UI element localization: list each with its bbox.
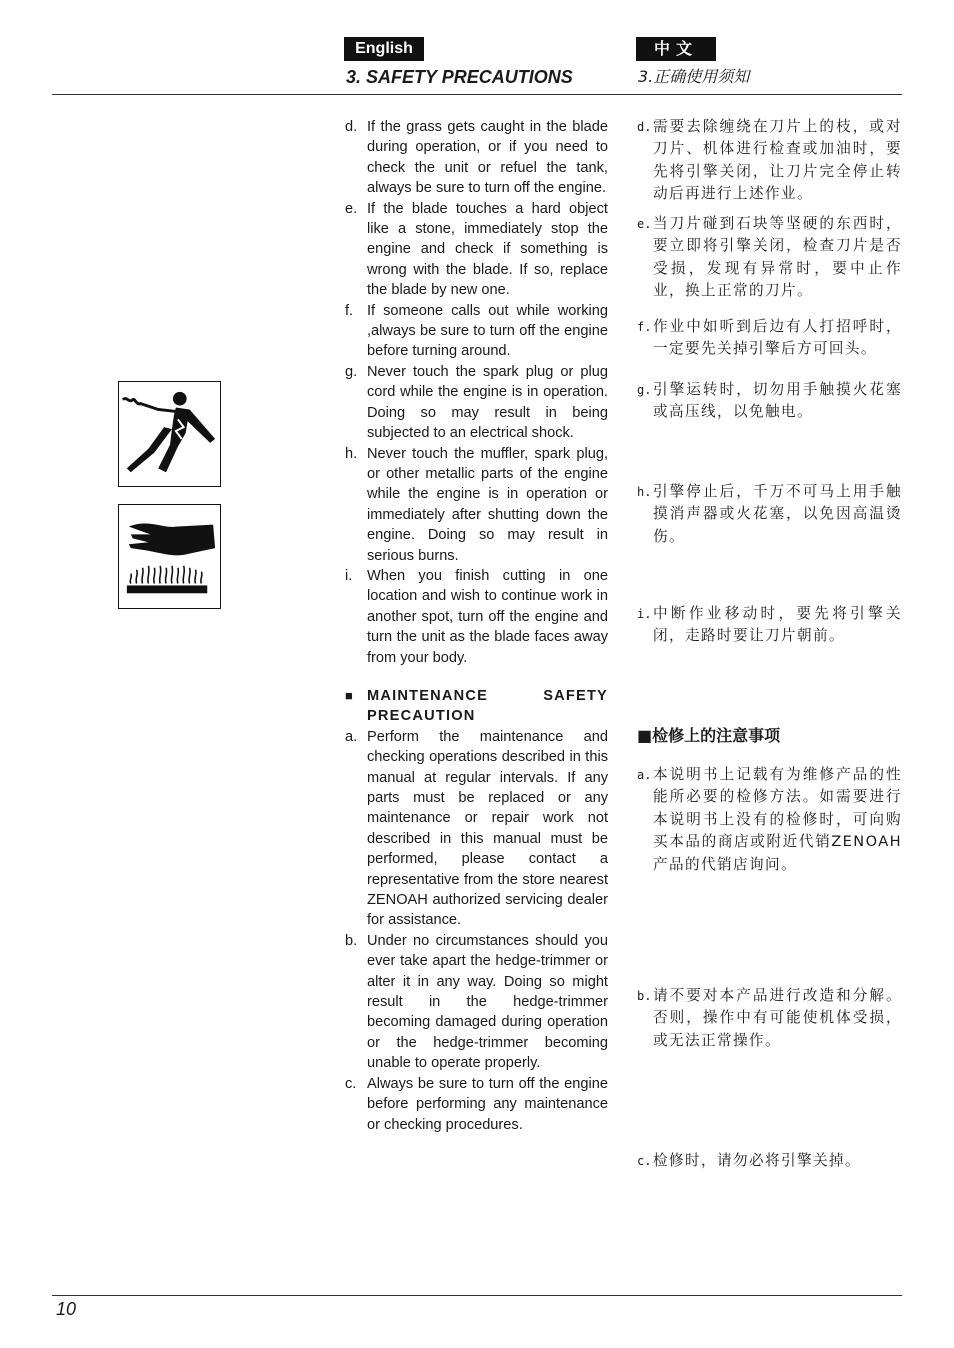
- item-text: Perform the maintenance and checking operations described in this manual at regular intervals. If any parts must be replaced or any maintenance or repair work not described in this manual must be performed, please contact a representative from the store nearest ZENOAH authorized servicing dealer for assistance.: [367, 728, 608, 929]
- item-text: 中断作业移动时，要先将引擎关闭，走路时要让刀片朝前。: [653, 605, 902, 645]
- item-label: h.: [637, 485, 652, 499]
- item-label: f.: [345, 302, 354, 319]
- item-text: Never touch the muffler, spark plug, or other metallic parts of the engine while the engine is in operation or immediately after shutting down the engine. Doing so may result in serious burns.: [367, 445, 608, 564]
- section-title-english: 3. SAFETY PRECAUTIONS: [346, 67, 573, 87]
- language-tag-chinese: 中文: [636, 37, 716, 61]
- item-text: 本说明书上记载有为维修产品的性能所必要的检修方法。如需要进行本说明书上没有的检修时，可向购买本品的商店或附近代销ZENOAH产品的代销店询问。: [653, 766, 902, 873]
- item-text: 作业中如听到后边有人打招呼时，一定要先关掉引擎后方可回头。: [653, 318, 902, 358]
- item-text: 引擎运转时，切勿用手触摸火花塞或高压线，以免触电。: [653, 381, 902, 421]
- list-item: [345, 1074, 608, 1135]
- item-label: b.: [345, 932, 358, 949]
- hot-surface-warning-icon: [118, 504, 221, 609]
- item-label: e.: [345, 200, 358, 217]
- list-item: [345, 199, 608, 301]
- chinese-item-d: [637, 116, 902, 206]
- heading-text: MAINTENANCE SAFETY PRECAUTION: [367, 687, 608, 725]
- item-text: If someone calls out while working ,always be sure to turn off the engine before turning around.: [367, 302, 608, 360]
- item-text: Never touch the spark plug or plug cord while the engine is in operation. Doing so may result in being subjected to an electrical shock.: [367, 363, 608, 442]
- list-item: [345, 362, 608, 444]
- item-label: h.: [345, 445, 358, 462]
- item-label: e.: [637, 217, 652, 231]
- item-text: If the blade touches a hard object like a stone, immediately stop the engine and check if something is wrong with the blade. If so, replace the blade by new one.: [367, 200, 608, 299]
- header-rule: [52, 94, 902, 95]
- item-label: g.: [345, 363, 358, 380]
- list-item: [345, 566, 608, 668]
- chinese-maintenance-heading: ■检修上的注意事项: [637, 726, 781, 745]
- list-item: [345, 301, 608, 362]
- item-text: 引擎停止后，千万不可马上用手触摸消声器或火花塞，以免因高温烫伤。: [653, 483, 902, 545]
- item-text: Always be sure to turn off the engine before performing any maintenance or checking procedures.: [367, 1075, 608, 1133]
- square-bullet-icon: ■: [345, 687, 355, 703]
- item-text: When you finish cutting in one location and wish to continue work in another spot, turn off the engine and turn the unit as the blade faces away from your body.: [367, 567, 608, 666]
- chinese-item-i: [637, 603, 902, 648]
- english-column: [345, 117, 608, 1135]
- page-number: 10: [56, 1299, 77, 1319]
- item-label: i.: [637, 607, 652, 621]
- list-item: [345, 931, 608, 1074]
- item-label: c.: [637, 1154, 652, 1168]
- item-label: a.: [637, 768, 652, 782]
- item-label: d.: [345, 119, 358, 135]
- item-label: a.: [345, 728, 358, 745]
- section-title-chinese: 3.正确使用须知: [638, 67, 750, 86]
- footer-rule: [52, 1295, 902, 1296]
- chinese-maint-item-c: [637, 1150, 902, 1172]
- chinese-item-h: [637, 481, 902, 548]
- item-label: i.: [345, 567, 353, 584]
- list-item: [345, 117, 608, 199]
- chinese-maint-item-b: [637, 985, 902, 1052]
- chinese-item-g: [637, 379, 902, 424]
- chinese-item-e: [637, 213, 902, 303]
- item-label: c.: [345, 1075, 357, 1092]
- item-label: f.: [637, 320, 652, 334]
- item-label: b.: [637, 989, 652, 1003]
- list-item: [345, 444, 608, 566]
- item-label: d.: [637, 120, 652, 134]
- item-text: 检修时，请勿必将引擎关掉。: [653, 1152, 861, 1169]
- item-text: 请不要对本产品进行改造和分解。否则，操作中有可能使机体受损，或无法正常操作。: [653, 987, 902, 1049]
- item-text: 需要去除缠绕在刀片上的枝，或对刀片、机体进行检查或加油时，要先将引擎关闭，让刀片完全停止转动后再进行上述作业。: [653, 118, 902, 203]
- language-tag-english: English: [344, 37, 424, 61]
- chinese-item-f: [637, 316, 902, 361]
- item-label: g.: [637, 383, 652, 397]
- item-text: 当刀片碰到石块等坚硬的东西时，要立即将引擎关闭，检查刀片是否受损，发现有异常时，要中止作业，换上正常的刀片。: [653, 215, 902, 300]
- item-text: If the grass gets caught in the blade during operation, or if you need to check the unit or refuel the tank, always be sure to turn off the engine.: [367, 119, 608, 197]
- item-text: Under no circumstances should you ever take apart the hedge-trimmer or alter it in any way. Doing so might result in the hedge-trimmer becoming damaged during operation or the hedge-trimmer becoming unable to operate properly.: [367, 932, 608, 1072]
- electric-shock-warning-icon: [118, 381, 221, 487]
- list-item: [345, 727, 608, 931]
- chinese-maint-item-a: [637, 764, 902, 876]
- maintenance-heading: [345, 686, 608, 727]
